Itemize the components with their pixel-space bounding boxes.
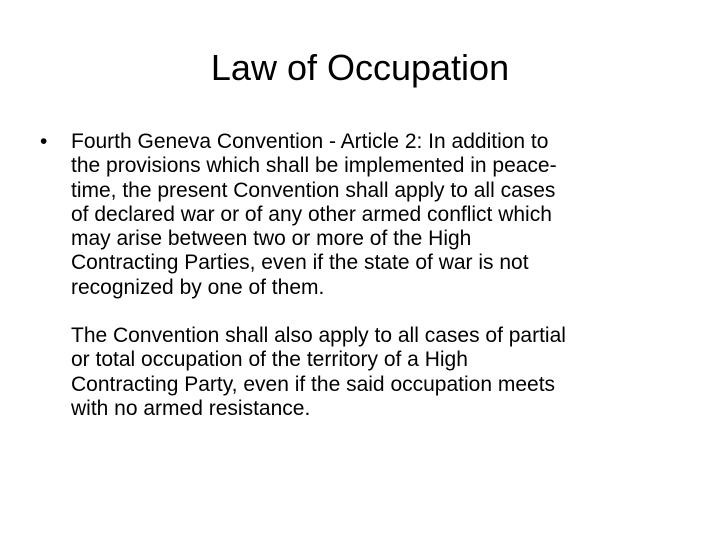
bullet-item bbox=[38, 130, 678, 300]
bullet-continuation bbox=[38, 324, 678, 421]
article-2-paragraph-2: The Convention shall also apply to all cases of partial or total occupation of the territory of a High Contracting Party, even if the said occupation meets with no armed resistance. bbox=[71, 324, 566, 420]
bullet-dot-icon: • bbox=[40, 130, 48, 153]
slide-body bbox=[38, 130, 678, 421]
slide-title: Law of Occupation bbox=[210, 47, 510, 88]
article-2-paragraph-1: Fourth Geneva Convention - Article 2: In addition to the provisions which shall be implemented in peace- time, the present Convention shall apply to all cases of declared war or of any other armed conflict which may arise between two or more of the High Contracting Parties, even if the state of war is not recognized by one of them. bbox=[71, 130, 557, 299]
